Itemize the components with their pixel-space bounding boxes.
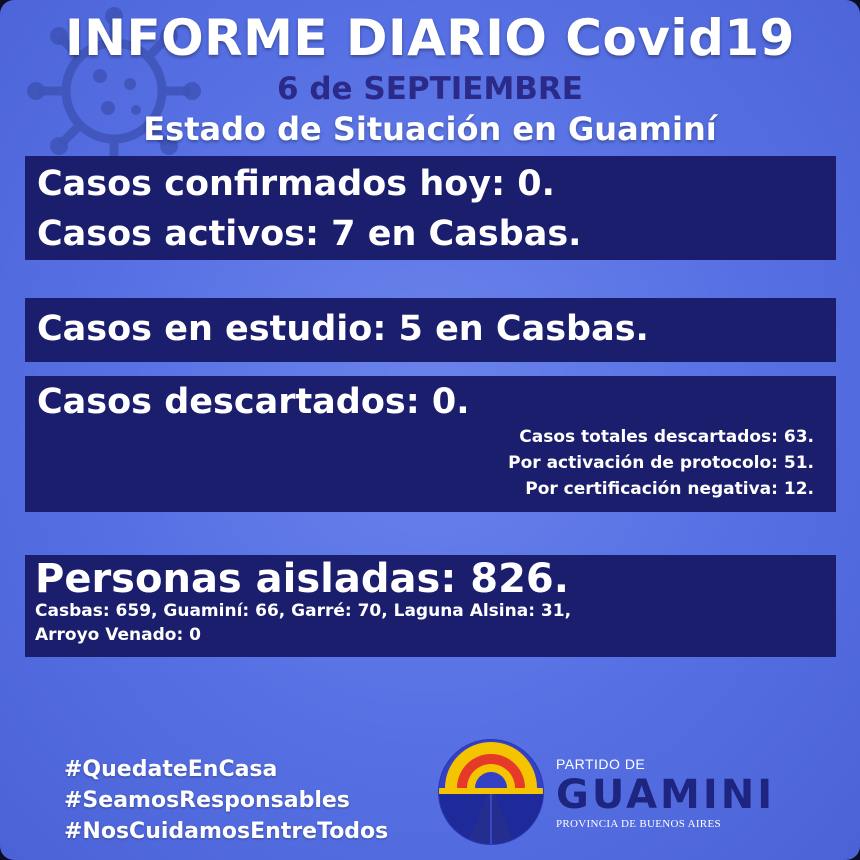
confirmed-cases-panel <box>25 156 836 260</box>
study-cases-panel <box>25 298 836 362</box>
active-cases-text: Casos activos: 7 en Casbas. <box>37 214 582 254</box>
hashtag-list <box>64 754 388 847</box>
discarded-negative-text: Por certificación negativa: 12. <box>525 479 814 499</box>
hashtag-quedate: #QuedateEnCasa <box>64 757 278 782</box>
isolated-persons-panel <box>25 555 836 657</box>
study-cases-text: Casos en estudio: 5 en Casbas. <box>37 309 649 349</box>
discarded-cases-panel <box>25 376 836 512</box>
guamini-emblem-icon <box>437 738 545 846</box>
report-subtitle: Estado de Situación en Guaminí <box>143 110 717 148</box>
hashtag-responsables: #SeamosResponsables <box>64 788 350 813</box>
isolated-breakdown-line-2: Arroyo Venado: 0 <box>35 625 202 645</box>
confirmed-today-text: Casos confirmados hoy: 0. <box>37 164 555 204</box>
report-title: INFORME DIARIO Covid19 <box>65 9 795 67</box>
isolated-persons-text: Personas aisladas: 826. <box>35 556 569 602</box>
hashtag-cuidamos: #NosCuidamosEntreTodos <box>64 819 389 844</box>
discarded-cases-text: Casos descartados: 0. <box>37 382 470 422</box>
report-date: 6 de SEPTIEMBRE <box>277 71 583 107</box>
discarded-total-text: Casos totales descartados: 63. <box>519 427 814 447</box>
isolated-breakdown-line-1: Casbas: 659, Guaminí: 66, Garré: 70, Laguna Alsina: 31, <box>35 601 572 621</box>
logo-top-text: PARTIDO DE <box>556 756 646 772</box>
guamini-logo-text <box>556 754 775 832</box>
discarded-protocol-text: Por activación de protocolo: 51. <box>508 453 814 473</box>
logo-bottom-text: PROVINCIA DE BUENOS AIRES <box>556 818 721 830</box>
logo-name-text: GUAMINI <box>556 772 776 818</box>
